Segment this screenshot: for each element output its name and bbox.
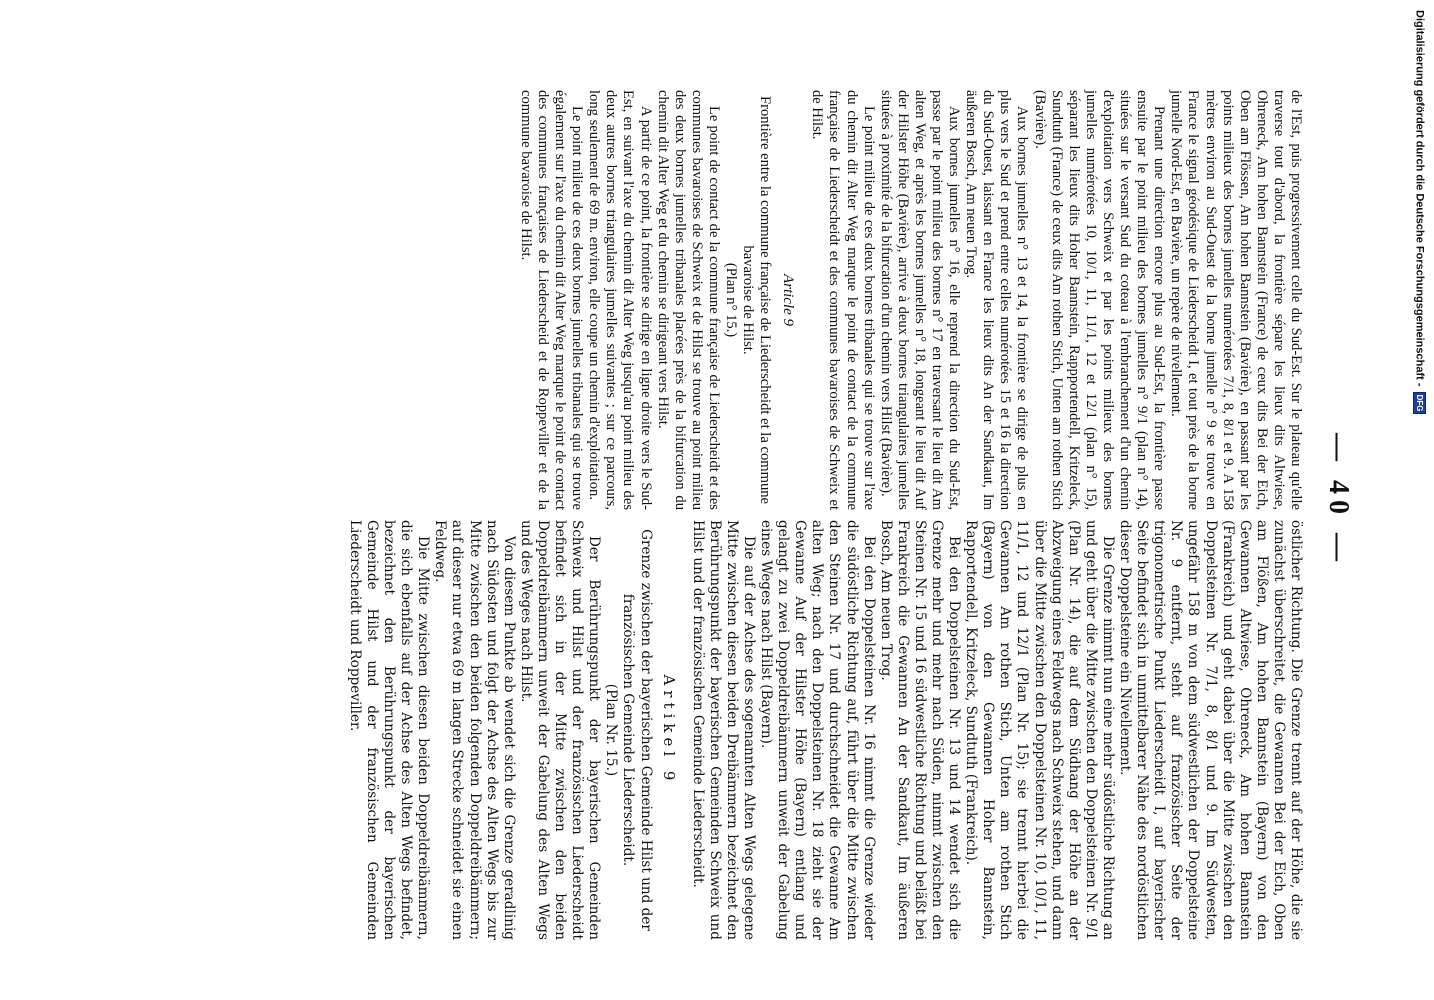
plan-reference: (Plan Nr. 15.) bbox=[603, 683, 620, 777]
dfg-logo-icon: DFG bbox=[1413, 392, 1426, 415]
paragraph: Der Berührungspunkt der bayerischen Gemeinden Schweix und Hilst und der französischen Liederscheidt befindet sich in der Mitte zwischen den beiden Doppeldreibämmern unweit der Gabelung des Alten Wegs und des Weges nach Hilst. bbox=[517, 520, 603, 940]
paragraph: A partir de ce point, la frontière se dirige en ligne droite vers le Sud-Est, en suivant l'axe du chemin dit Alter Weg jusqu'au point milieu des deux autres bornes triangulaires jumelles suivantes ; sur ce parcours, long seulement de 69 m. environ, elle coupe un chemin d'exploitation. bbox=[586, 90, 654, 510]
paragraph: Le point milieu de ces deux bornes tribanales qui se trouve sur l'axe du chemin dit Alter Weg marque le point de contact de la commune française de Liederscheidt et des communes bavaroises de Schweix et de Hilst. bbox=[809, 90, 877, 510]
paragraph: Bei den Doppelsteinen Nr. 16 nimmt die Grenze wieder die südöstliche Richtung auf, führt über die Mitte zwischen den Steinen Nr. 17 und durchschneidet die Gewanne Am alten Weg; nach den Doppelsteinen Nr. 18 zieht sie der Gewanne Auf der Hilster Höhe (Bayern) entlang und gelangt zu zwei Doppeldreibämmern unweit der Gabelung eines Weges nach Hilst (Bayern). bbox=[758, 520, 877, 940]
german-column bbox=[346, 520, 1304, 940]
paragraph: Le point milieu de ces deux bornes jumelles tribanales qui se trouve également sur l'axe du chemin dit Alter Weg marque le point de contact des communes françaises de Liederscheid et de Roppeviller et de la commune bavaroise de Hilst. bbox=[517, 90, 586, 510]
paragraph: Bei den Doppelsteinen Nr. 13 und 14 wendet sich die Grenze mehr und mehr nach Süden, nimmt zwischen den Steinen Nr. 15 und 16 südwestliche Richtung und beläßt bei Frankreich die Gewannen An der Sandkaut, Im äußeren Bosch, Am neuen Trog. bbox=[877, 520, 963, 940]
paragraph: Aux bornes jumelles n° 13 et 14, la frontière se dirige de plus en plus vers le Sud et prend entre celles numérotées 15 et 16 la direction du Sud-Ouest, laissant en France les lieux dits An der Sandkaut, Im äußeren Bosch, Am neuen Trog. bbox=[963, 90, 1031, 510]
paragraph: östlicher Richtung. Die Grenze trennt auf der Höhe, die sie zunächst überschreitet, die Gewannen Bei der Eich, Oben am Flößen, Am hohen Bannstein (Bayern) von den Gewannen Altwiese, Ohreneck, Am hohen Bannstein (Frankreich) und geht dabei über die Mitte zwischen den Doppelsteinen Nr. 7/1, 8, 8/1 und 9. Im Südwesten, ungefähr 158 m von dem südwestlichen der Doppelsteine Nr. 9 entfernt, steht auf französischer Seite der trigonometrische Punkt Liederscheidt I, auf bayerischer Seite befindet sich in unmittelbarer Nähe des nordöstlichen dieser Doppelsteine ein Nivellement. bbox=[1117, 520, 1304, 940]
paragraph: Die Mitte zwischen diesen beiden Doppeldreibämmern, die sich ebenfalls auf der Achse des Alten Wegs befindet, bezeichnet den Berührungspunkt der bayerischen Gemeinde Hilst und der französischen Gemeinden Liederscheidt und Roppeviller. bbox=[346, 520, 432, 940]
article-heading: Article 9 bbox=[780, 273, 797, 327]
credit-text: Digitalisierung gefördert durch die Deutsche Forschungsgemeinschaft - bbox=[1413, 10, 1426, 387]
paragraph: Die auf der Achse des sogenannten Alten Wegs gelegene Mitte zwischen diesen beiden Dreibämmern bezeichnet den Berührungspunkt der bayerischen Gemeinden Schweix und Hilst und der französischen Gemeinde Liederscheidt. bbox=[689, 520, 757, 940]
paragraph: Von diesem Punkte ab wendet sich die Grenze geradlinig nach Südosten und folgt der Achse des Alten Wegs bis zur Mitte zwischen den beiden folgenden Doppeldreibämmern; auf dieser nur etwa 69 m langen Strecke schneidet sie einen Feldweg. bbox=[432, 520, 517, 940]
page-number: — 40 — bbox=[1323, 433, 1354, 567]
article-caption: Frontière entre la commune française de Liederscheidt et la commune bavaroise de Hilst. bbox=[740, 95, 774, 505]
paragraph: Le point de contact de la commune française de Liederscheidt et des communes bavaroises de Schweix et de Hilst se trouve au point milieu des deux bornes jumelles tribanales placées près de la bifurcation du chemin dit Alter Weg et du chemin se dirigeant vers Hilst. bbox=[654, 90, 722, 510]
article-caption: Grenze zwischen der bayerischen Gemeinde Hilst und der französischen Gemeinde Liederscheidt. bbox=[620, 529, 654, 931]
plan-reference: (Plan n° 15.) bbox=[723, 262, 739, 338]
paragraph: Aux bornes jumelles n° 16, elle reprend la direction du Sud-Est, passe par le point milieu des bornes n° 17 en traversant le lieu dit Am alten Weg, et après les bornes jumelles n° 18, longeant le lieu dit Auf der Hilster Höhe (Bavière), arrive à deux bornes triangulaires jumelles situées à proximité de la bifurcation d'un chemin vers Hilst (Bavière). bbox=[877, 90, 963, 510]
paragraph: de l'Est, puis progressivement celle du Sud-Est. Sur le plateau qu'elle traverse tout d'abord, la frontière sépare les lieux dits Altwiese, Ohreneck, Am hohen Bannstein (France) de ceux dits Bei der Eich, Oben am Flössen, Am hohen Bannstein (Bavière), en passant par les points milieux des bornes jumelles numérotées 7/1, 8, 8/1 et 9. A 158 mètres environ au Sud-Ouest de la borne jumelle n° 9 se trouve en France le signal géodésique de Liederscheidt I, et tout près de la borne jumelle Nord-Est, en Bavière, un repère de nivellement. bbox=[1168, 90, 1304, 510]
digitization-credit bbox=[1413, 10, 1426, 414]
paragraph: Die Grenze nimmt nun eine mehr südöstliche Richtung an und geht über die Mitte zwischen den Doppelsteinen Nr. 9/1 (Plan Nr. 14), die auf dem Südhang der Höhe an der Abzweigung eines Feldwegs nach Schweix stehen, und dann über die Mitte zwischen den Doppelsteinen Nr. 10, 10/1, 11, 11/1, 12 und 12/1 (Plan Nr. 15); sie trennt hierbei die Gewannen Am rothen Stich, Unten am rothen Stich (Bayern) von den Gewannen Hoher Bannstein, Rapportendell, Kritzeleck, Sundtuth (Frankreich). bbox=[963, 520, 1116, 940]
article-heading: Artikel 9 bbox=[659, 674, 678, 786]
french-column bbox=[517, 90, 1304, 510]
paragraph: Prenant une direction encore plus au Sud-Est, la frontière passe ensuite par le point milieu des bornes jumelles n° 9/1 (plan n° 14), situées sur le versant Sud du coteau à l'embranchement d'un chemin d'exploitation vers Schweix et par les points milieux des bornes jumelles numérotées 10, 10/1, 11, 11/1, 12 et 12/1 (plan n° 15), séparant les lieux dits Hoher Bannstein, Rappportendell, Kritzeleck, Sundtuth (France) de ceux dits Am rothen Stich, Unten am rothen Stich (Bavière). bbox=[1031, 90, 1168, 510]
